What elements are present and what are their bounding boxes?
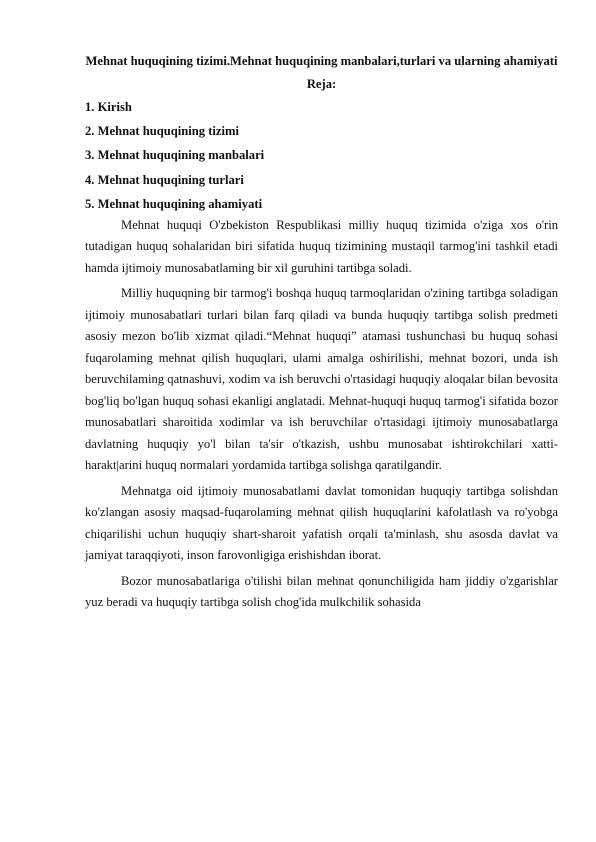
plan-item-intro: 1. Kirish	[85, 100, 132, 114]
plan-item-importance: 5. Mehnat huquqining ahamiyati	[85, 196, 263, 211]
document-title: Mehnat huquqining tizimi.Mehnat huquqining manbalari,turlari va ularning ahamiyati	[85, 54, 558, 68]
paragraph-2: Milliy huquqning bir tarmog'i boshqa huquq tarmoqlaridan o'zining tartibga soladigan ijtimoiy munosabatlari turlari bilan farq qiladi va bunda huquqiy tartibga solish predmeti asosiy mezon bo'lib xizmat qiladi.“Mehnat huquqi” atamasi tushunchasi bu huquq sohasi fuqarolaming mehnat qilish huquqlari, ulami amalga oshirilishi, mehnat bozori, unda ish beruvchilaming qatnashuvi, xodim va ish beruvchi o'rtasidagi huquqiy aloqalar bilan bevosita bog'liq bo'lgan huquq sohasi ekanligi anglatadi. Mehnat-huquqi huquq tarmog'i sifatida bozor munosabatlari sharoitida xodimlar va ish beruvchilar o'rtasidagi ijtimoiy munosabatlarga davlatning huquqiy yo'l bilan ta'sir o'tkazish, ushbu munosabat ishtirokchilari xatti-harakt|arini huquq normalari yordamida tartibga solishga qaratilgandir.	[85, 286, 558, 473]
paragraph-1: Mehnat huquqi O'zbekiston Respublikasi milliy huquq tizimida o'ziga xos o'rin tutadigan huquq sohalaridan biri sifatida huquq tizimining mustaqil tarmog'ini tashkil etadi hamda ijtimoiy munosabatlaming bir xil guruhini tartibga soladi.	[85, 217, 558, 275]
paragraph-3: Mehnatga oid ijtimoiy munosabatlami davlat tomonidan huquqiy tartibga solishdan ko'zlangan asosiy maqsad-fuqarolaming mehnat qilish huquqlarini kafolatlash va ro'yobga chiqarilishi uchun huquqiy shart-sharoit yafatish orqali ta'minlash, shu asosda davlat va jamiyat taraqqiyoti, inson farovonligiga erishishdan iborat.	[85, 483, 558, 563]
plan-item-system: 2. Mehnat huquqining tizimi	[85, 124, 239, 139]
plan-item-sources: 3. Mehnat huquqining manbalari	[85, 148, 265, 163]
paragraph-4: Bozor munosabatlariga o'tilishi bilan mehnat qonunchiligida ham jiddiy o'zgarishlar yuz beradi va huquqiy tartibga solish chog'ida mulkchilik sohasida	[85, 573, 558, 610]
plan-item-types: 4. Mehnat huquqining turlari	[85, 172, 244, 187]
plan-list	[85, 99, 558, 212]
document-page	[85, 52, 558, 618]
plan-heading: Reja:	[306, 77, 337, 91]
